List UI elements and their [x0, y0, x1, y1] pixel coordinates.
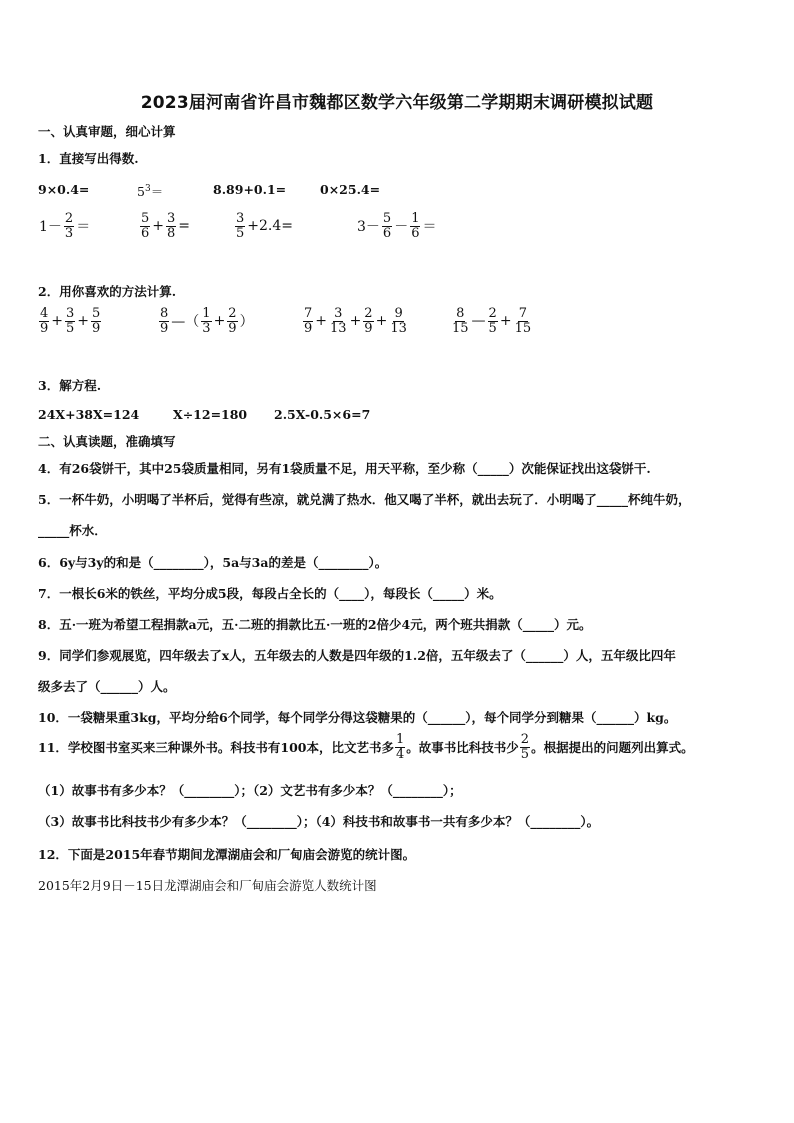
q1-expr-5: 1－ $\frac{2}{3}$ ＝	[39, 211, 91, 241]
q1-expr-2: $5^3=$	[137, 183, 164, 199]
q12-text: 12．下面是2015年春节期间龙潭湖庙会和厂甸庙会游览的统计图。	[38, 847, 416, 862]
q7-text: 7．一根长6米的铁丝，平均分成5段，每段占全长的（____），每段长（_____）米。	[38, 586, 502, 601]
q1-expr-4: 0×25.4=	[320, 182, 381, 197]
q12-chart-caption: 2015年2月9日－15日龙潭湖庙会和厂甸庙会游览人数统计图	[38, 878, 377, 893]
q11-subquestions-2: （3）故事书比科技书少有多少本？（________）；（4）科技书和故事书一共有多少本？（________）。	[38, 814, 600, 829]
q1-expr-6: $\frac{5}{6}$ + $\frac{3}{8}$ =	[141, 211, 191, 241]
q4-text: 4．有26袋饼干，其中25袋质量相同，另有1袋质量不足，用天平称，至少称（_____）次能保证找出这袋饼干.	[38, 461, 651, 476]
q2-expr-2: $\frac{8}{9}$ —（ $\frac{1}{3}$ + $\frac{2}{9}$ ）	[160, 306, 254, 336]
q2-expr-3: $\frac{7}{9}$ + $\frac{3}{13}$ + $\frac{2}{9}$ + $\frac{9}{13}$	[304, 306, 407, 336]
section-2-heading: 二、认真读题，准确填写	[38, 434, 176, 449]
q5-text-line2: _____杯水．	[38, 523, 107, 538]
q2-label: 2．用你喜欢的方法计算.	[38, 284, 177, 299]
q11-text: 11．学校图书室买来三种课外书。科技书有100本，比文艺书多 $\frac{1}{4}$ 。故事书比科技书少 $\frac{2}{5}$ 。根据提出的问题列出算式。	[38, 732, 694, 762]
q1-expr-8: 3－ $\frac{5}{6}$ － $\frac{1}{6}$ ＝	[357, 211, 437, 241]
q10-text: 10．一袋糖果重3kg，平均分给6个同学，每个同学分得这袋糖果的（______），每个同学分到糖果（______）kg。	[38, 710, 677, 725]
q5-text-line1: 5．一杯牛奶，小明喝了半杯后，觉得有些凉，就兑满了热水．他又喝了半杯，就出去玩了．小明喝了_____杯纯牛奶，	[38, 492, 691, 507]
page-title: 2023届河南省许昌市魏都区数学六年级第二学期期末调研模拟试题	[140, 93, 654, 113]
q1-expr-3: 8.89+0.1=	[213, 182, 287, 197]
section-1-heading: 一、认真审题，细心计算	[38, 124, 176, 139]
q3-equation-2: X÷12=180	[173, 407, 248, 422]
q3-equation-3: 2.5X-0.5×6=7	[274, 407, 371, 422]
q1-expr-1: 9×0.4=	[38, 182, 90, 197]
q6-text: 6．6y与3y的和是（________），5a与3a的差是（________）。	[38, 555, 388, 570]
q3-equation-1: 24X+38X=124	[38, 407, 140, 422]
q9-text-line1: 9．同学们参观展览，四年级去了x人，五年级去的人数是四年级的1.2倍，五年级去了（______）人，五年级比四年	[38, 648, 676, 663]
q8-text: 8．五·一班为希望工程捐款a元，五·二班的捐款比五·一班的2倍少4元，两个班共捐款（_____）元。	[38, 617, 592, 632]
q9-text-line2: 级多去了（______）人。	[38, 679, 176, 694]
q3-label: 3．解方程.	[38, 378, 102, 393]
q2-expr-4: $\frac{8}{15}$ — $\frac{2}{5}$ + $\frac{7}{15}$	[452, 306, 532, 336]
q2-expr-1: $\frac{4}{9}$ + $\frac{3}{5}$ + $\frac{5}{9}$	[40, 306, 101, 336]
q11-subquestions-1: （1）故事书有多少本？（________）；（2）文艺书有多少本？（________）；	[38, 783, 462, 798]
q1-label: 1．直接写出得数.	[38, 151, 139, 166]
q1-expr-7: $\frac{3}{5}$ +2.4=	[236, 211, 294, 241]
